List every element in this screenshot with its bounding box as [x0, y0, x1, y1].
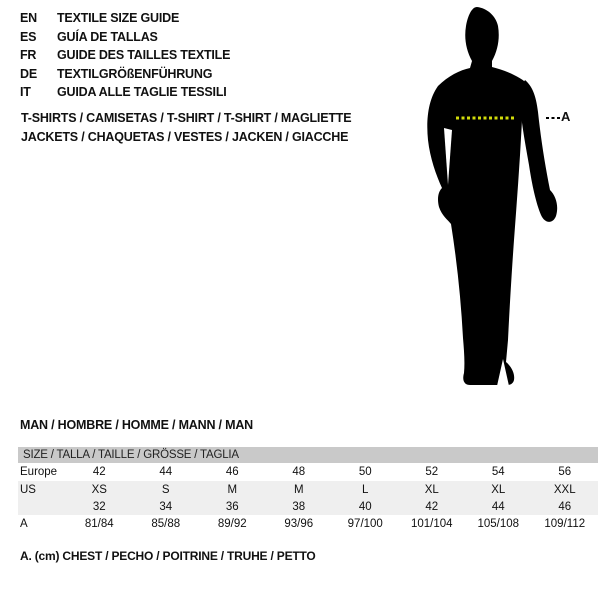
table-row-us [18, 481, 598, 498]
table-row-europe [18, 463, 598, 481]
cell: 101/104 [410, 518, 453, 530]
lang-label: GUIDA ALLE TAGLIE TESSILI [57, 85, 227, 100]
measure-label-a: A [561, 109, 571, 124]
lang-code: ES [20, 29, 37, 44]
cell: 42 [92, 466, 106, 478]
cell: XL [491, 483, 506, 496]
lang-label: GUÍA DE TALLAS [57, 29, 158, 44]
table-row-chest-cm [18, 515, 598, 533]
lang-label: GUIDE DES TAILLES TEXTILE [57, 48, 231, 63]
lang-code: DE [20, 66, 37, 81]
cell: 56 [558, 466, 572, 478]
lang-row-de [20, 65, 230, 84]
cell: 34 [159, 500, 173, 513]
silhouette-right-arm [520, 80, 557, 222]
cell: L [362, 483, 369, 496]
garment-types-tshirts: T-SHIRTS / CAMISETAS / T-SHIRT / T-SHIRT / MAGLIETTE [21, 111, 352, 125]
man-silhouette-figure [390, 0, 570, 400]
cell: 97/100 [347, 518, 383, 530]
lang-row-fr [20, 46, 230, 65]
cell: 42 [425, 500, 439, 513]
cell: XS [91, 483, 107, 496]
cell: 85/88 [151, 518, 181, 530]
cell: 109/112 [544, 518, 586, 530]
measurement-footnote: A. (cm) CHEST / PECHO / POITRINE / TRUHE / PETTO [20, 549, 316, 563]
cell: 46 [558, 500, 572, 513]
cell: 40 [358, 500, 372, 513]
lang-label: TEXTILGRÖßENFÜHRUNG [57, 66, 213, 81]
size-table-header: SIZE / TALLA / TAILLE / GRÖSSE / TAGLIA [18, 447, 598, 463]
cell: 52 [425, 466, 439, 478]
cell: 48 [292, 466, 306, 478]
lang-row-it [20, 83, 230, 102]
garment-types-jackets: JACKETS / CHAQUETAS / VESTES / JACKEN / GIACCHE [21, 130, 349, 144]
cell: 46 [225, 466, 239, 478]
cell: S [161, 483, 170, 496]
cell: 32 [92, 500, 106, 513]
size-table [18, 447, 598, 533]
cell: XXL [553, 483, 576, 496]
cell: 105/108 [477, 518, 520, 530]
row-label: A [20, 518, 28, 530]
lang-row-es [20, 28, 230, 47]
lang-label: TEXTILE SIZE GUIDE [57, 11, 180, 26]
cell: XL [424, 483, 439, 496]
cell: 38 [292, 500, 306, 513]
cell: 44 [491, 500, 505, 513]
lang-code: EN [20, 11, 37, 26]
section-title-man: MAN / HOMBRE / HOMME / MANN / MAN [20, 418, 253, 432]
cell: 44 [159, 466, 173, 478]
row-label: Europe [20, 466, 58, 478]
cell: M [227, 483, 238, 496]
cell: 81/84 [84, 518, 114, 530]
silhouette-body [427, 7, 530, 385]
cell: 36 [225, 500, 239, 513]
cell: 93/96 [284, 518, 314, 530]
man-silhouette-svg [390, 0, 570, 400]
garment-types [21, 109, 351, 147]
lang-row-en [20, 9, 230, 28]
table-row-us-numeric [18, 498, 598, 515]
lang-code: FR [20, 48, 37, 63]
language-guide-list [20, 9, 230, 102]
cell: 89/92 [217, 518, 247, 530]
cell: 54 [491, 466, 505, 478]
lang-code: IT [20, 85, 31, 100]
cell: M [293, 483, 304, 496]
cell: 50 [358, 466, 372, 478]
row-label: US [20, 483, 36, 496]
